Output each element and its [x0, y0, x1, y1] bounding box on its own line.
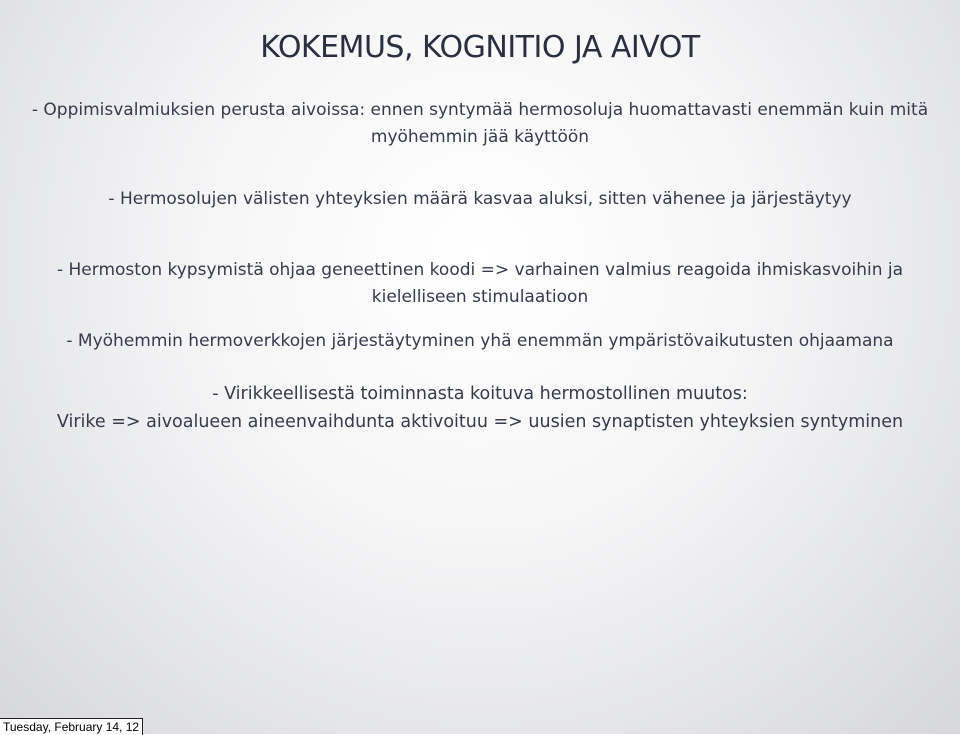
- bullet-paragraph-2: [20, 186, 940, 213]
- bullet-3-line-1: - Hermoston kypsymistä ohjaa geneettinen koodi => varhainen valmius reagoida ihmiskasvoihin ja: [56, 260, 904, 280]
- bullet-paragraph-5: [20, 380, 940, 436]
- bullet-3-line-2: kielelliseen stimulaatioon: [371, 287, 589, 307]
- bullet-paragraph-3: [20, 257, 940, 311]
- bullet-1-line-2: myöhemmin jää käyttöön: [370, 127, 590, 147]
- bullet-5-line-2: Virike => aivoalueen aineenvaihdunta aktivoituu => uusien synaptisten yhteyksien syntyminen: [56, 412, 904, 432]
- bullet-2-line-1: - Hermosolujen välisten yhteyksien määrä kasvaa aluksi, sitten vähenee ja järjestäytyy: [108, 189, 852, 209]
- bullet-paragraph-1: [20, 97, 940, 151]
- bullet-5-line-1: - Virikkeellisestä toiminnasta koituva hermostollinen muutos:: [212, 384, 748, 404]
- footer-date: Tuesday, February 14, 12: [0, 718, 143, 735]
- bullet-paragraph-4: [20, 328, 940, 355]
- bullet-1-line-1: - Oppimisvalmiuksien perusta aivoissa: ennen syntymää hermosoluja huomattavasti enemmän kuin mitä: [31, 100, 929, 120]
- bullet-4-line-1: - Myöhemmin hermoverkkojen järjestäytyminen yhä enemmän ympäristövaikutusten ohjaamana: [66, 331, 894, 351]
- slide-title: KOKEMUS, KOGNITIO JA AIVOT: [260, 30, 700, 65]
